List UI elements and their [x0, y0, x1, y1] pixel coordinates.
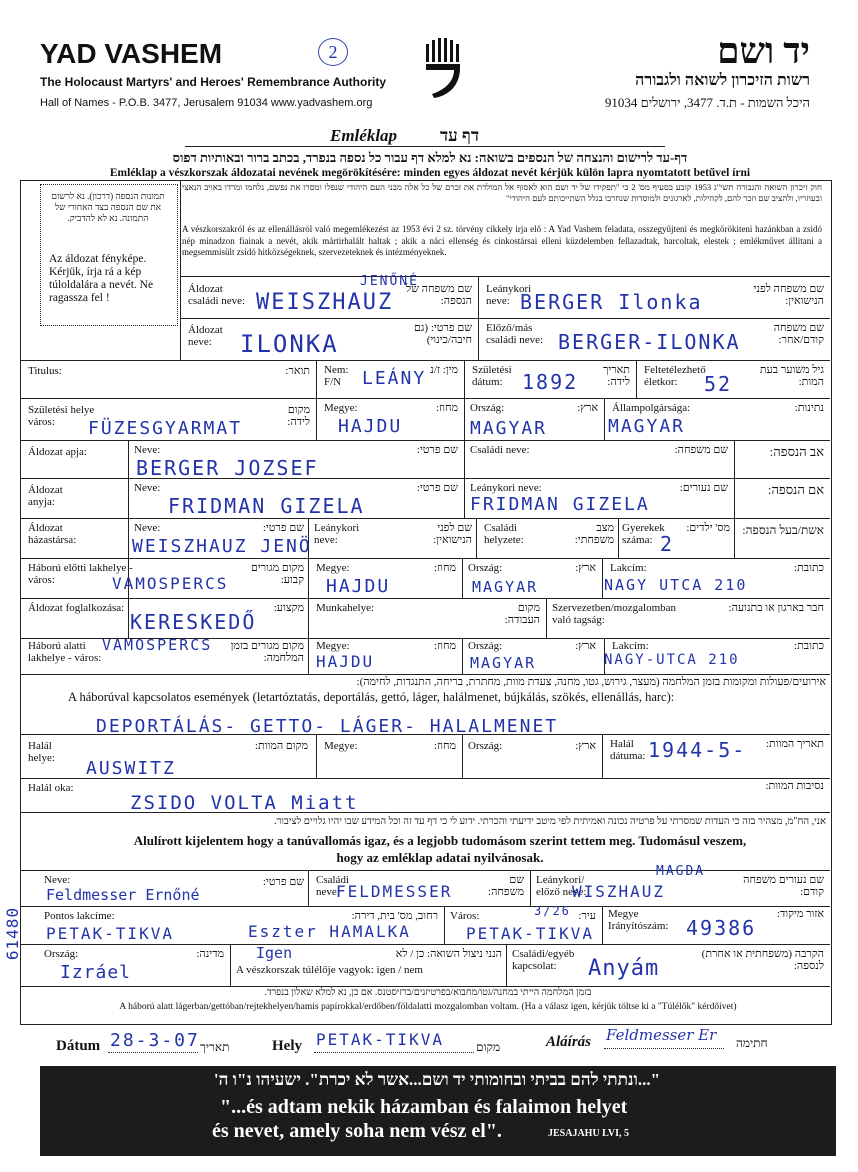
victim-first-name-label: Áldozat neve:	[188, 324, 223, 348]
death-country-label: Ország:	[468, 740, 503, 752]
row-rule	[20, 440, 830, 441]
sig-sign-label: Aláírás	[546, 1034, 592, 1050]
photo-box-he: תמונות הנספה (דרכון). נא לרשום את שם הנספה בצד האחורי של התמונה. נא לא להדביק.	[51, 191, 165, 223]
age-value: 52	[704, 372, 733, 396]
heb-org-name: יד ושם	[717, 31, 810, 71]
row-rule	[20, 518, 830, 519]
victim-family-name: WEISZHAUZ	[256, 290, 394, 315]
father-family-he: שם משפחה:	[674, 444, 728, 456]
children-label: Gyerekek száma:	[622, 522, 665, 546]
workplace-he: מקום העבודה:	[504, 602, 540, 626]
mother-maiden-he: שם נעורים:	[679, 482, 728, 494]
prewar-county: HAJDU	[326, 576, 391, 597]
death-date-label: Halál dátuma:	[610, 738, 646, 762]
footer-quote-hu-1: "...és adtam nekik házamban és falaimon helyet	[220, 1096, 628, 1118]
death-cause: ZSIDO VOLTA Miatt	[130, 792, 359, 814]
sex-value: LEÁNY	[362, 368, 427, 389]
footer-quote-ref: JESAJAHU LVI, 5	[548, 1128, 630, 1139]
birth-county-he: מחוז:	[436, 402, 458, 414]
survivor-value: Igen	[256, 944, 293, 962]
submitter-family-label: Családi neve:	[316, 874, 349, 898]
prewar-he: מקום מגורים קבוע:	[251, 562, 304, 586]
wartime-address-label: Lakcím:	[612, 640, 649, 652]
death-date-he: תאריך המוות:	[766, 738, 824, 750]
birthplace-label: Születési helye város:	[28, 404, 95, 428]
birthplace: FÜZESGYARMAT	[88, 418, 243, 439]
prewar-country-he: ארץ:	[575, 562, 596, 574]
col-rule	[602, 734, 603, 778]
birth-date-he: תאריך לידה:	[602, 364, 630, 388]
heb-org-subtitle: רשות הזיכרון לשואה ולגבורה	[635, 72, 810, 89]
sig-date: 28-3-07	[110, 1030, 200, 1051]
col-rule	[308, 870, 309, 906]
prewar-country: MAGYAR	[472, 578, 539, 596]
col-rule	[734, 518, 735, 558]
row-rule	[180, 276, 830, 277]
spouse-row-he: אשת/בעל הנספה:	[742, 523, 824, 537]
wartime-country-he: ארץ:	[575, 640, 596, 652]
children-he: מס' ילדים:	[686, 522, 730, 534]
submitter-city-he: עיר:	[578, 910, 596, 922]
col-rule	[462, 638, 463, 674]
heb-org-address: היכל השמות - ת.ד. 3477, ירושלים 91034	[604, 95, 810, 110]
prewar-label: Háború előtti lakhelye - város:	[28, 562, 133, 586]
declaration-hu: Alulírott kijelentem hogy a tanúvallomás igaz, és a legjobb tudomásom szerint tettem meg. Tudomásul veszem, hogy az emléklap adatai nyilvánosak.	[133, 833, 747, 865]
wartime-county-label: Megye:	[316, 640, 350, 652]
birth-country: MAGYAR	[470, 418, 548, 439]
col-rule	[546, 598, 547, 638]
spouse-name: WEISZHAUZ JENÖ	[132, 536, 312, 557]
submitter-city: PETAK-TIKVA	[466, 924, 594, 943]
col-rule	[316, 734, 317, 778]
sex-label: Nem: F/N	[324, 364, 349, 388]
citizenship-he: נתינות:	[794, 402, 824, 414]
submitter-maiden-note: MAGDA	[656, 864, 706, 879]
camp-note-he: בזמן המלחמה הייתי במחנה/גטו/מחבוא/בפרטיזנים/ברזיסטנס. אם כן, נא למלא שאלון בנפרד.	[264, 988, 592, 998]
submitter-city-label: Város:	[450, 910, 480, 922]
submitter-maiden-label: Leánykori/ előző neve:	[536, 874, 587, 898]
row-rule	[180, 318, 830, 319]
col-rule	[308, 558, 309, 598]
children-count: 2	[660, 532, 675, 556]
org-subtitle: The Holocaust Martyrs' and Heroes' Remembrance Authority	[40, 75, 387, 89]
col-rule	[444, 906, 445, 944]
occupation-label: Áldozat foglalkozása:	[28, 602, 125, 614]
age-label: Feltetélezhető életkor:	[644, 364, 706, 388]
sex-he: מין: ז/נ	[430, 364, 458, 376]
relation-he: הקרבה (משפחתית או אחרת) לנספה:	[701, 948, 824, 972]
death-cause-he: נסיבות המוות:	[765, 780, 824, 792]
col-rule	[316, 398, 317, 440]
spouse-first-he: שם פרטי:	[262, 522, 304, 534]
submitter-first: Feldmesser Ernőné	[46, 886, 200, 904]
wartime-country: MAGYAR	[470, 654, 537, 672]
spouse-first-label: Neve:	[134, 522, 161, 534]
wartime-county-he: מחוז:	[434, 640, 456, 652]
death-place-he: מקום המוות:	[254, 740, 308, 752]
col-rule	[602, 906, 603, 944]
wartime-he: מקום מגורים בזמן המלחמה:	[230, 640, 304, 664]
death-place-label: Halál helye:	[28, 740, 55, 764]
wartime-county: HAJDU	[316, 652, 375, 671]
row-rule	[20, 558, 830, 559]
citizenship-label: Állampolgársága:	[612, 402, 691, 414]
sig-sign-line	[604, 1048, 724, 1049]
sig-date-he: תאריך	[200, 1040, 230, 1054]
death-place: AUSWITZ	[86, 758, 176, 779]
submitter-country-he: מדינה:	[196, 948, 224, 960]
org-name: YAD VASHEM	[40, 38, 223, 69]
mother-label: Áldozat anyja:	[28, 484, 63, 508]
row-rule	[20, 870, 830, 871]
prewar-country-label: Ország:	[468, 562, 503, 574]
occupation-he: מקצוע:	[273, 602, 304, 614]
col-rule	[464, 398, 465, 440]
row-rule	[20, 944, 830, 945]
law-divider	[180, 180, 181, 360]
death-country-he: ארץ:	[575, 740, 596, 752]
age-he: גיל משוער בעת המות:	[759, 364, 824, 388]
title-label: Titulus:	[28, 365, 62, 377]
victim-prev-name-label: Előző/más családi neve:	[486, 322, 544, 346]
row-rule	[20, 812, 830, 813]
submitter-county-he: אזור מיקוד:	[776, 908, 824, 920]
birth-county-label: Megye:	[324, 402, 358, 414]
submitter-address: Eszter HAMALKA	[248, 922, 411, 941]
row-rule	[20, 598, 830, 599]
survivor-label: A vészkorszak túlélője vagyok: igen / nem	[236, 964, 423, 976]
row-rule	[20, 674, 830, 675]
birthplace-he: מקום לידה:	[287, 404, 310, 428]
row-rule	[20, 398, 830, 399]
prewar-address-he: כתובת:	[794, 562, 824, 574]
mother-maiden: FRIDMAN GIZELA	[470, 494, 650, 515]
col-rule	[462, 734, 463, 778]
instructions-he: דף-עד לרישום והנצחה של הנספים בשואה: נא למלא דף עבור כל נספה בנפרד, בכתב ברור ובאותיות דפוס	[172, 150, 688, 165]
prewar-city: VAMOSPERCS	[112, 574, 229, 593]
relation-label: Családi/egyéb kapcsolat:	[512, 948, 575, 972]
submitter-zip: 49386	[686, 916, 757, 940]
col-rule	[602, 558, 603, 598]
camp-note-hu: A háború alatt lágerban/gettóban/rejtekhelyen/hamis papírokkal/erdőben/földalatti mozgalomban voltam. (Ha a válasz igen, kérjük töltse ki a "Túlélők" kérdőívet)	[119, 1002, 737, 1012]
yad-vashem-logo	[420, 38, 470, 100]
col-rule	[604, 398, 605, 440]
spouse-maiden-he: שם לפני הנישואין:	[433, 522, 472, 546]
row-rule	[20, 360, 830, 361]
workplace-label: Munkahelye:	[316, 602, 375, 614]
father-first-label: Neve:	[134, 444, 161, 456]
events-value: DEPORTÁLÁS- GETTO- LÁGER- HALALMENET	[96, 716, 559, 737]
victim-first-name: ILONKA	[240, 330, 339, 358]
sig-sign-he: חתימה	[736, 1036, 768, 1050]
col-rule	[464, 440, 465, 518]
form-title-he: דף עד	[440, 126, 480, 145]
death-cause-label: Halál oka:	[28, 782, 74, 794]
title-underline	[185, 146, 665, 147]
events-he: אירועים/פעולות ומקומות בזמן המלחמה (מעצר, גירוש, גטו, מחנה, צעדת מוות, מחתרת, בריחה, התנגדות, לחימה):	[356, 676, 826, 688]
birth-date: 1892	[522, 370, 579, 394]
declaration-he: אני, הח"מ, מצהיר בזה כי העדות שמסרתי על פרטיה נכונה ואמיתית לפי מיטב ידיעתי והכרתי. ידוע לי כי דף עד זה וכל המידע שבו יהיו גלויים לציבור.	[273, 816, 826, 827]
family-status-he: מצב משפחתי:	[574, 522, 614, 546]
death-county-he: מחוז:	[434, 740, 456, 752]
survivor-he: הנני ניצול השואה: כן / לא	[395, 948, 502, 960]
col-rule	[128, 440, 129, 638]
wartime-label: Háború alatti lakhelye - város:	[28, 640, 102, 664]
submitter-address-label: Pontos lakcíme:	[44, 910, 115, 922]
submitter-maiden-he: שם נעורים משפחה קודם:	[743, 874, 824, 898]
submitter-country-label: Ország:	[44, 948, 79, 960]
footer-quote-hu-2: és nevet, amely soha nem vész el".	[212, 1120, 502, 1142]
citizenship: MAGYAR	[608, 416, 686, 437]
father-label: Áldozat apja:	[28, 446, 87, 458]
wartime-city: VAMOSPERCS	[102, 636, 213, 654]
col-rule	[308, 598, 309, 638]
org-membership-he: חבר בארגון או בתנועה:	[728, 602, 824, 614]
sig-place-he: מקום	[476, 1040, 501, 1054]
sig-place: PETAK-TIKVA	[316, 1030, 444, 1049]
signature: Feldmesser Er	[606, 1026, 717, 1044]
page-number: 2	[318, 38, 348, 66]
col-rule	[636, 360, 637, 398]
victim-prev-name-he: שם משפחה קודם/אחר:	[773, 322, 824, 346]
mother-row-he: אם הנספה:	[767, 482, 824, 497]
birth-country-he: ארץ:	[577, 402, 598, 414]
events-hu: A háborúval kapcsolatos események (letartóztatás, deportálás, gettó, láger, halálmenet, bújkálás, szökés, ellenállás, harc):	[68, 690, 675, 704]
col-rule	[476, 518, 477, 558]
submitter-addr-city: PETAK-TIKVA	[46, 924, 174, 943]
submitter-address-he: רחוב, מס' בית, דירה:	[351, 910, 438, 922]
col-rule	[462, 558, 463, 598]
col-rule	[530, 870, 531, 906]
submitter-first-he: שם פרטי:	[262, 876, 304, 888]
victim-family-name-he: שם משפחה של הנספה:	[406, 283, 472, 307]
birth-country-label: Ország:	[470, 402, 505, 414]
mother-first-he: שם פרטי:	[416, 482, 458, 494]
submitter-maiden: WISZHAUZ	[572, 882, 666, 901]
father-family-label: Családi neve:	[470, 444, 530, 456]
col-rule	[506, 944, 507, 986]
spouse-label: Áldozat házastársa:	[28, 522, 77, 546]
col-rule	[734, 440, 735, 518]
victim-family-name-label: Áldozat családi neve:	[188, 283, 246, 307]
father-name: BERGER JOZSEF	[136, 456, 319, 480]
occupation-value: KERESKEDŐ	[130, 610, 257, 634]
submitter-family-he: שם משפחה:	[488, 874, 524, 898]
relation-value: Anyám	[588, 956, 660, 981]
prewar-address: NAGY UTCA 210	[604, 576, 748, 594]
sig-place-label: Hely	[272, 1038, 302, 1054]
col-rule	[464, 360, 465, 398]
row-rule	[20, 906, 830, 907]
footer-banner	[40, 1066, 836, 1156]
victim-maiden-name: BERGER Ilonka	[520, 290, 703, 314]
father-row-he: אב הנספה:	[769, 444, 824, 459]
row-rule	[20, 734, 830, 735]
col-rule	[618, 518, 619, 558]
prewar-address-label: Lakcím:	[610, 562, 647, 574]
birth-date-label: Születési dátum:	[472, 364, 512, 388]
row-rule	[20, 986, 830, 987]
instructions-hu: Emléklap a vészkorszak áldozatai nevének megörökítésére: minden egyes áldozat nevét kérjük külön lapra nyomtatott betűvel írni	[109, 167, 751, 179]
submitter-county-label: Megye Irányítószám:	[608, 908, 669, 932]
submitter-first-label: Neve:	[44, 874, 71, 886]
mother-first-label: Neve:	[134, 482, 161, 494]
death-date: 1944-5-	[648, 738, 747, 762]
father-first-he: שם פרטי:	[416, 444, 458, 456]
photo-box-hu: Az áldozat fényképe. Kérjük, írja rá a kép túloldalára a nevét. Ne ragassza fel !	[49, 253, 154, 304]
org-membership-label: Szervezetben/mozgalomban való tagság:	[552, 602, 677, 626]
submitter-country: Izráel	[60, 962, 132, 983]
col-rule	[316, 360, 317, 398]
col-rule	[230, 944, 231, 986]
row-rule	[20, 478, 830, 479]
law-text-he: חוק זיכרון השואה והגבורה תשי"ג 1953 קובע בסעיף מס' 2 כי "תפקידו של יד ושם הוא לאסוף אל המולדת את זכרם של כל אלה מבני העם היהודי שנפלו ומסרו את נפשם, נלחמו ומרדו באויב הנאצי ובעוזריו, ולהציב שם וזכר להם, לקהילות, לארגונים ולמוסדות שנחרבו בגלל השתייכותם לעם היהודי"	[182, 182, 822, 203]
footer-quote-he: "...ונתתי להם בביתי ובחומותי יד ושם...אשר לא יכרת". ישעיהו נ"ו ה'	[213, 1070, 661, 1089]
form-title-hu: Emléklap	[330, 126, 398, 145]
spouse-maiden-label: Leánykori neve:	[314, 522, 360, 546]
victim-family-name-note: JENŐNÉ	[360, 274, 419, 289]
victim-maiden-name-label: Leánykori neve:	[486, 283, 532, 307]
row-rule	[20, 778, 830, 779]
birth-county: HAJDU	[338, 416, 403, 437]
wartime-country-label: Ország:	[468, 640, 503, 652]
wartime-address-he: כתובת:	[794, 640, 824, 652]
prewar-county-he: מחוז:	[434, 562, 456, 574]
death-county-label: Megye:	[324, 740, 358, 752]
org-address: Hall of Names - P.O.B. 3477, Jerusalem 91034 www.yadvashem.org	[40, 97, 373, 109]
mother-name: FRIDMAN GIZELA	[168, 494, 365, 518]
victim-prev-name: BERGER-ILONKA	[558, 330, 741, 354]
sig-date-line	[108, 1052, 198, 1053]
margin-note: 61480	[3, 906, 23, 961]
law-text-hu: A vészkorszakról és az ellenállásról való megemlékezést az 1953 évi 2 sz. törvény cikkely irja elő : A Yad Vashem feladata, osszegyűjteni és megkörökiteni hazánkban a zsidó nép minadzon fiainak a nevét, akik mártirhalált haltak ; akik a náci ellenség és cinkostársai elleni küzdelemben fellazadtak, harcoltak, elestek ; emlékművet állitani a megsemmisült zsidó hitközségeknek, szervezeteknek és intézményeknek.	[182, 224, 822, 257]
submitter-city-num: 3/26	[534, 904, 571, 918]
family-status-label: Családi helyzete:	[484, 522, 524, 546]
victim-maiden-name-he: שם משפחה לפני הנישואין:	[753, 283, 824, 307]
victim-first-name-he: שם פרטי: (גם חיבה/כינוי)	[413, 322, 472, 346]
prewar-county-label: Megye:	[316, 562, 350, 574]
title-he: תואר:	[285, 365, 310, 377]
submitter-family: FELDMESSER	[336, 882, 453, 901]
sig-date-label: Dátum	[56, 1038, 101, 1054]
col-rule	[308, 638, 309, 674]
mother-maiden-label: Leánykori neve:	[470, 482, 542, 494]
wartime-address: NAGY-UTCA 210	[604, 652, 740, 668]
sig-place-line	[314, 1052, 474, 1053]
